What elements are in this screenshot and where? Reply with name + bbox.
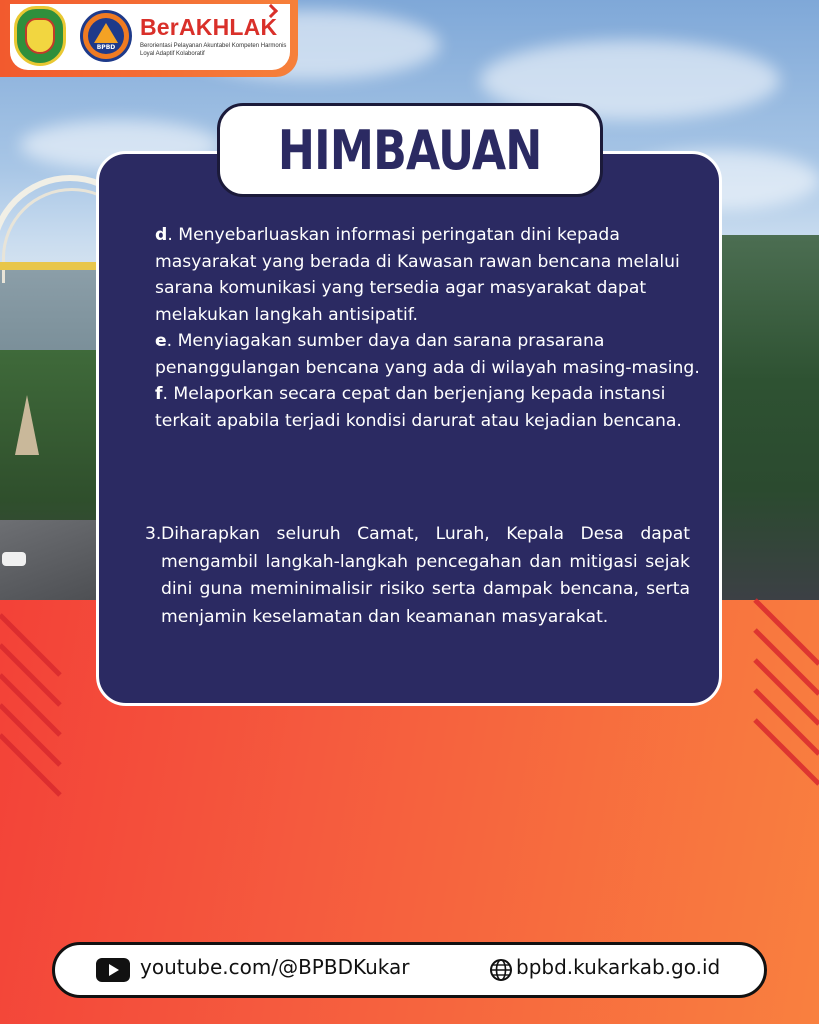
list-item-letter: d [155, 225, 168, 245]
bpbd-logo-label: BPBD [96, 44, 116, 51]
website-link[interactable]: bpbd.kukarkab.go.id [516, 955, 721, 979]
list-item [155, 222, 700, 328]
kukar-regency-logo [14, 6, 66, 66]
numbered-item-3 [145, 521, 690, 631]
page-title: HIMBAUAN [278, 118, 542, 182]
bpbd-logo [80, 10, 132, 62]
list-item [155, 381, 700, 434]
berakhlak-subtitle: Berorientasi Pelayanan Akuntabel Kompeten Harmonis Loyal Adaptif Kolaboratif [140, 43, 287, 57]
list-item-text: . Menyiagakan sumber daya dan sarana prasarana penanggulangan bencana yang ada di wilayah masing-masing. [155, 331, 700, 378]
list-item-letter: f [155, 384, 163, 404]
globe-icon [489, 958, 513, 982]
list-item-text: . Melaporkan secara cepat dan berjenjang kepada instansi terkait apabila terjadi kondisi darurat atau kejadian bencana. [155, 384, 682, 431]
list-item [155, 328, 700, 381]
title-box [217, 103, 603, 197]
monument [15, 395, 39, 455]
list-item-letter: e [155, 331, 167, 351]
youtube-link[interactable]: youtube.com/@BPBDKukar [140, 955, 410, 979]
list-item-text: . Menyebarluaskan informasi peringatan dini kepada masyarakat yang berada di Kawasan rawan bencana melalui sarana komunikasi yang tersedia agar masyarakat dapat melakukan langkah antisipatif. [155, 225, 680, 325]
header-logo-bar [0, 0, 298, 77]
instruction-list [155, 222, 700, 434]
numbered-item-number: 3. [145, 524, 162, 544]
berakhlak-title: BerAKHLAK [140, 14, 278, 40]
numbered-item-text: Diharapkan seluruh Camat, Lurah, Kepala Desa dapat mengambil langkah-langkah pencegahan dan mitigasi sejak dini guna meminimalisir risiko serta dampak bencana, serta menjamin keselamatan dan keamanan masyarakat. [161, 524, 690, 627]
youtube-icon [96, 958, 130, 982]
